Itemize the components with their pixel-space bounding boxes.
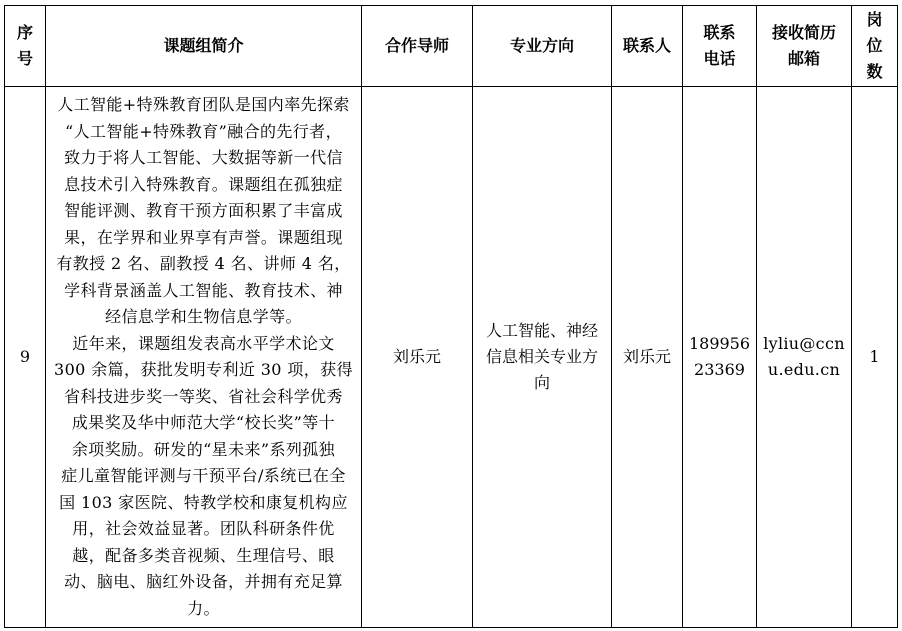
header-advisor xyxy=(362,6,473,87)
cell-major xyxy=(473,87,612,628)
header-email-line: 接收简历 xyxy=(771,23,836,42)
header-contact xyxy=(612,6,683,87)
header-major xyxy=(473,6,612,87)
header-email xyxy=(757,6,852,87)
intro-line: 致力于将人工智能、大数据等新一代信 xyxy=(64,148,343,167)
intro-line: 省科技进步奖一等奖、省社会科学优秀 xyxy=(64,386,343,406)
intro-line: 国 103 家医院、特教学校和康复机构应 xyxy=(59,492,348,512)
major-line: 向 xyxy=(533,373,550,392)
header-row xyxy=(5,6,898,87)
intro-line: 果，在学界和业界享有声誉。课题组现 xyxy=(64,227,343,247)
cell-phone xyxy=(683,87,757,628)
cell-intro xyxy=(46,87,362,628)
intro-line: 用，社会效益显著。团队科研条件优 xyxy=(72,519,335,538)
intro-line: 动、脑电、脑红外设备，并拥有充足算 xyxy=(64,572,343,591)
header-contact-line: 联系人 xyxy=(622,36,671,55)
email-line: lyliu@ccn xyxy=(763,334,845,353)
intro-line: 300 余篇，获批发明专利近 30 项，获得 xyxy=(54,360,353,379)
intro-line: 学科背景涵盖人工智能、教育技术、神 xyxy=(64,280,343,300)
intro-line: 息技术引入特殊教育。课题组在孤独症 xyxy=(64,174,343,194)
intro-line: 成果奖及华中师范大学“校长奖”等十 xyxy=(71,413,336,432)
header-intro-line: 课题组简介 xyxy=(163,36,244,55)
intro-line: 余项奖励。研发的“星未来”系列孤独 xyxy=(71,439,336,459)
header-positions-line: 位 xyxy=(866,36,883,55)
intro-line: 近年来，课题组发表高水平学术论文 xyxy=(72,333,335,353)
intro-line: 人工智能+特殊教育团队是国内率先探索 xyxy=(57,95,350,114)
header-intro xyxy=(46,6,362,87)
cell-advisor: 刘乐元 xyxy=(362,87,473,628)
intro-line: 智能评测、教育干预方面积累了丰富成 xyxy=(64,201,343,220)
header-positions-line: 岗 xyxy=(866,10,883,29)
header-major-line: 专业方向 xyxy=(509,36,574,55)
cell-email xyxy=(757,87,852,628)
header-positions-line: 数 xyxy=(866,62,883,81)
cell-contact: 刘乐元 xyxy=(612,87,683,628)
intro-line: “人工智能+特殊教育”融合的先行者， xyxy=(65,121,342,141)
table-row xyxy=(5,87,898,628)
header-advisor-line: 合作导师 xyxy=(384,36,449,55)
header-seq-line: 号 xyxy=(16,49,33,68)
major-line: 人工智能、神经 xyxy=(485,321,598,340)
cell-positions: 1 xyxy=(852,87,898,628)
header-seq xyxy=(5,6,46,87)
intro-line: 力。 xyxy=(187,598,220,618)
phone-line: 23369 xyxy=(694,360,745,379)
email-line: u.edu.cn xyxy=(767,360,841,379)
header-positions xyxy=(852,6,898,87)
phone-line: 189956 xyxy=(688,334,751,353)
header-seq-line: 序 xyxy=(16,23,33,42)
header-phone-line: 联系 xyxy=(703,23,736,42)
recruitment-table xyxy=(4,5,898,628)
header-phone-line: 电话 xyxy=(703,49,736,68)
intro-line: 经信息学和生物信息学等。 xyxy=(105,307,302,326)
major-line: 信息相关专业方 xyxy=(485,347,598,366)
intro-line: 有教授 2 名、副教授 4 名、讲师 4 名， xyxy=(56,254,351,273)
header-phone xyxy=(683,6,757,87)
cell-seq: 9 xyxy=(5,87,46,628)
header-email-line: 邮箱 xyxy=(787,49,820,68)
intro-line: 症儿童智能评测与干预平台/系统已在全 xyxy=(61,466,346,485)
intro-line: 越，配备多类音视频、生理信号、眼 xyxy=(72,545,335,565)
